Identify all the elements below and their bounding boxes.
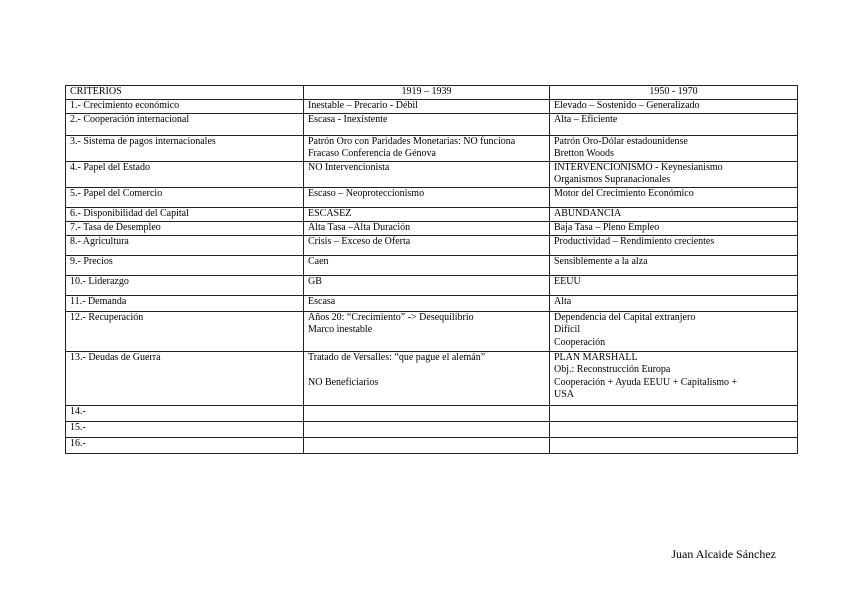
criterion-cell: 10.- Liderazgo (66, 275, 304, 295)
table-row (66, 187, 798, 207)
period-2-cell: PLAN MARSHALL Obj.: Reconstrucción Europa Cooperación + Ayuda EEUU + Capitalismo + USA (550, 351, 798, 405)
criterion-cell: 14.- (66, 405, 304, 421)
period-1-cell: ESCASEZ (304, 207, 550, 221)
comparison-table (65, 85, 798, 454)
table-row (66, 421, 798, 437)
criterion-cell: 12.- Recuperación (66, 311, 304, 351)
criterion-cell: 5.- Papel del Comercio (66, 187, 304, 207)
period-1-cell: Escaso – Neoproteccionismo (304, 187, 550, 207)
table-row (66, 275, 798, 295)
header-period-1: 1919 – 1939 (304, 86, 550, 100)
period-2-cell: Dependencia del Capital extranjero Difícil Cooperación (550, 311, 798, 351)
period-1-cell: Caen (304, 255, 550, 275)
period-1-cell: Alta Tasa –Alta Duración (304, 221, 550, 235)
period-1-cell (304, 437, 550, 453)
table-row (66, 351, 798, 405)
period-2-cell: Alta – Eficiente (550, 113, 798, 135)
table-row (66, 207, 798, 221)
table-row (66, 99, 798, 113)
table-header-row (66, 86, 798, 100)
period-2-cell: Sensiblemente a la alza (550, 255, 798, 275)
table-row (66, 295, 798, 311)
table-row (66, 221, 798, 235)
criterion-cell: 9.- Precios (66, 255, 304, 275)
criterion-cell: 8.- Agricultura (66, 235, 304, 255)
period-2-cell: Alta (550, 295, 798, 311)
period-2-cell: EEUU (550, 275, 798, 295)
table-row (66, 255, 798, 275)
period-2-cell: Productividad – Rendimiento crecientes (550, 235, 798, 255)
header-criterios: CRITERIOS (66, 86, 304, 100)
period-1-cell: NO Intervencionista (304, 161, 550, 187)
period-1-cell: Patrón Oro con Paridades Monetarias: NO funciona Fracaso Conferencia de Génova (304, 135, 550, 161)
criterion-cell: 1.- Crecimiento económico (66, 99, 304, 113)
period-1-cell (304, 405, 550, 421)
criterion-cell: 2.- Cooperación internacional (66, 113, 304, 135)
period-2-cell: ABUNDANCIA (550, 207, 798, 221)
criterion-cell: 6.- Disponibilidad del Capital (66, 207, 304, 221)
period-1-cell: Años 20: “Crecimiento” -> Desequilibrio Marco inestable (304, 311, 550, 351)
period-2-cell: INTERVENCIONISMO - Keynesianismo Organismos Supranacionales (550, 161, 798, 187)
criterion-cell: 7.- Tasa de Desempleo (66, 221, 304, 235)
table-row (66, 161, 798, 187)
period-1-cell (304, 421, 550, 437)
period-1-cell: Escasa - Inexistente (304, 113, 550, 135)
period-1-cell: Crisis – Exceso de Oferta (304, 235, 550, 255)
table-row (66, 235, 798, 255)
table-row (66, 405, 798, 421)
period-2-cell: Elevado – Sostenido – Generalizado (550, 99, 798, 113)
author-footer: Juan Alcaide Sánchez (671, 547, 776, 561)
criterion-cell: 3.- Sistema de pagos internacionales (66, 135, 304, 161)
period-1-cell: GB (304, 275, 550, 295)
header-period-2: 1950 - 1970 (550, 86, 798, 100)
criterion-cell: 13.- Deudas de Guerra (66, 351, 304, 405)
criterion-cell: 15.- (66, 421, 304, 437)
criterion-cell: 4.- Papel del Estado (66, 161, 304, 187)
criterion-cell: 16.- (66, 437, 304, 453)
period-1-cell: Tratado de Versalles: “que pague el alemán” NO Beneficiarios (304, 351, 550, 405)
period-2-cell (550, 421, 798, 437)
period-2-cell: Patrón Oro-Dólar estadounidense Bretton Woods (550, 135, 798, 161)
table-row (66, 113, 798, 135)
period-1-cell: Inestable – Precario - Débil (304, 99, 550, 113)
period-2-cell (550, 405, 798, 421)
table-row (66, 437, 798, 453)
criterion-cell: 11.- Demanda (66, 295, 304, 311)
table-row (66, 135, 798, 161)
period-1-cell: Escasa (304, 295, 550, 311)
table-row (66, 311, 798, 351)
period-2-cell: Baja Tasa – Pleno Empleo (550, 221, 798, 235)
period-2-cell (550, 437, 798, 453)
period-2-cell: Motor del Crecimiento Económico (550, 187, 798, 207)
